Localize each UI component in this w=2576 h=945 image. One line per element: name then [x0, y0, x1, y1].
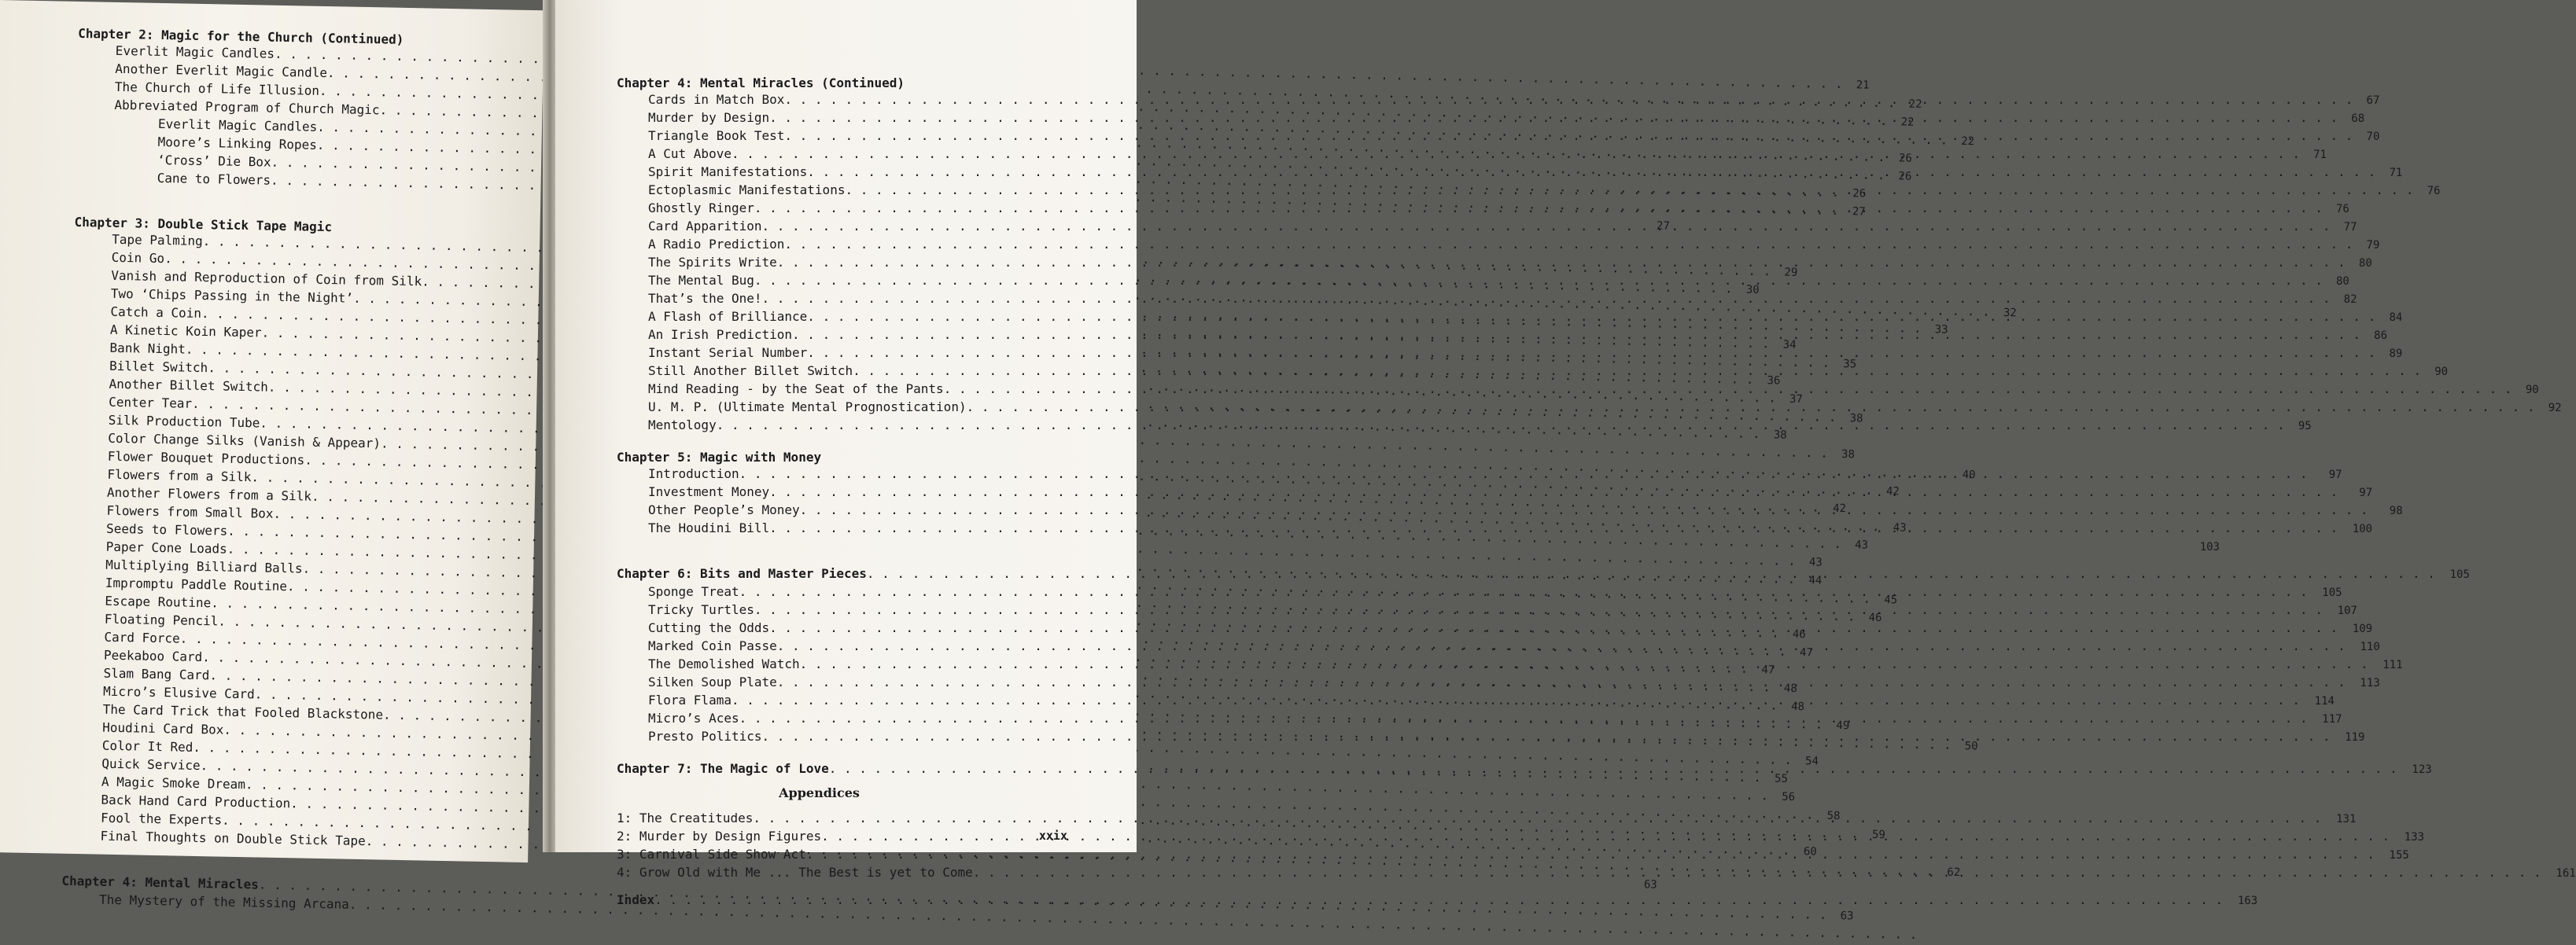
- page-number: 89: [2389, 347, 2403, 360]
- toc-entry: [617, 728, 2365, 746]
- page-number: 67: [2366, 94, 2380, 107]
- entry-title: The Spirits Write: [648, 255, 777, 270]
- page-number: 47: [1799, 646, 1814, 660]
- entry-title: Tricky Turtles: [648, 602, 754, 617]
- leader-dots: [739, 710, 2308, 727]
- entry-title: Instant Serial Number: [648, 345, 808, 360]
- entry-title: Murder by Design: [648, 110, 770, 125]
- page-number: 55: [1774, 772, 1789, 785]
- entry-title: Investment Money: [648, 484, 770, 499]
- page-number: 56: [1782, 790, 1796, 803]
- page-number: 43: [1808, 556, 1822, 569]
- page-number: 133: [2404, 831, 2425, 844]
- chapter-heading: Chapter 6: Bits and Master Pieces: [617, 566, 867, 581]
- leader-dots: [754, 601, 2323, 619]
- entry-title: Back Hand Card Production: [101, 792, 291, 811]
- entry-title: Another Flowers from a Silk: [106, 484, 312, 504]
- page-number: 123: [2412, 763, 2432, 776]
- entry-title: The Houdini Bill: [648, 520, 770, 535]
- page-number: 26: [1852, 187, 1867, 200]
- page-number: 92: [2548, 402, 2562, 414]
- entry-title: Ghostly Ringer: [648, 200, 754, 215]
- entry-title: Color Change Silks (Vanish & Appear): [108, 430, 381, 451]
- entry-title: Moore’s Linking Ropes: [157, 134, 318, 153]
- entry-title: A Kinetic Koin Kaper: [109, 322, 262, 340]
- leader-dots: [732, 692, 2300, 709]
- page-number: 71: [2389, 167, 2403, 179]
- entry-title: A Flash of Brilliance: [648, 309, 808, 324]
- entry-title: Marked Coin Passe: [648, 638, 777, 653]
- page-number: 21: [1856, 79, 1870, 92]
- leader-dots: [753, 810, 2321, 827]
- page-number: 32: [2003, 306, 2017, 320]
- page-number: 54: [1804, 755, 1819, 768]
- page-number: 38: [1773, 428, 1787, 442]
- page-number: 48: [1783, 682, 1797, 696]
- leader-dots: [807, 344, 2375, 362]
- entry-title: Multiplying Billiard Balls: [105, 557, 303, 576]
- entry-title: The Card Trick that Fooled Blackstone: [102, 701, 384, 723]
- page-number: 47: [1761, 664, 1775, 677]
- leader-dots: [784, 236, 2353, 253]
- page-number: 161: [2556, 867, 2576, 880]
- page-number: 107: [2337, 605, 2357, 617]
- leader-dots: [717, 417, 2285, 434]
- entry-title: Abbreviated Program of Church Magic: [114, 97, 380, 118]
- page-number: 38: [1849, 412, 1863, 425]
- leader-dots: [792, 326, 2360, 344]
- page-number: 26: [1898, 170, 1912, 183]
- entry-title: 3: Carnival Side Show Act: [617, 847, 806, 862]
- entry-title: Two ‘Chips Passing in the Night’: [110, 285, 354, 306]
- page-number: 117: [2322, 713, 2342, 726]
- page-number: 95: [2298, 420, 2312, 432]
- entry-title: Escape Routine: [105, 593, 212, 611]
- appendices-heading: Appendices: [779, 785, 860, 800]
- page-number: 110: [2360, 641, 2380, 653]
- page-number: 27: [1852, 205, 1866, 219]
- page-number: 76: [2336, 203, 2349, 215]
- leader-dots: [867, 565, 2435, 583]
- page-number: 58: [1826, 809, 1841, 823]
- leader-dots: [762, 728, 2331, 745]
- entry-title: Cards in Match Box: [648, 92, 785, 107]
- page-number: 62: [1947, 866, 1961, 880]
- entry-title: Cane to Flowers: [157, 170, 271, 188]
- leader-dots: [762, 290, 2331, 307]
- page-number: 80: [2358, 257, 2372, 270]
- entry-title: Seeds to Flowers: [105, 520, 228, 539]
- page-number: 35: [1843, 358, 1857, 371]
- entry-title: Tape Palming: [112, 231, 203, 249]
- page-number: 97: [2328, 469, 2342, 481]
- page-number: 82: [2343, 293, 2357, 306]
- page-number: 90: [2434, 366, 2449, 378]
- page-number: 46: [1792, 627, 1806, 642]
- page-number: 111: [2383, 659, 2403, 671]
- entry-title: Another Billet Switch: [109, 376, 269, 395]
- entry-title: Impromptu Paddle Routine: [105, 575, 288, 594]
- entry-title: The Demolished Watch: [648, 656, 800, 671]
- entry-title: Catch a Coin: [110, 303, 202, 321]
- leader-dots: [829, 760, 2397, 778]
- entry-title: Everlit Magic Candles: [157, 116, 318, 134]
- leader-dots: [769, 620, 2338, 637]
- leader-dots: [967, 399, 2535, 416]
- chapter-heading: Chapter 4: Mental Miracles: [61, 873, 260, 892]
- page-number: 77: [2343, 221, 2357, 233]
- entry-title: Bank Night: [109, 340, 186, 357]
- chapter-heading: Chapter 5: Magic with Money: [617, 450, 822, 465]
- entry-title: Cutting the Odds: [648, 620, 770, 635]
- entry-title: Billet Switch: [109, 358, 208, 376]
- chapter-heading: Chapter 7: The Magic of Love: [617, 761, 829, 776]
- entry-title: Coin Go: [111, 249, 165, 267]
- entry-title: A Magic Smoke Dream: [101, 774, 246, 792]
- chapter-heading: Chapter 4: Mental Miracles (Continued): [617, 75, 905, 90]
- page-number: 114: [2314, 695, 2335, 708]
- index-label: Index: [617, 892, 655, 907]
- leader-dots: [754, 200, 2323, 217]
- page-number: 40: [1962, 469, 1976, 482]
- page-number: 42: [1885, 485, 1900, 498]
- entry-title: Ectoplasmic Manifestations: [648, 182, 846, 197]
- entry-title: Silken Soup Plate: [648, 675, 777, 689]
- leader-dots: [800, 502, 2368, 519]
- entry-title: A Radio Prediction: [648, 237, 785, 252]
- entry-title: 1: The Creatitudes: [617, 811, 754, 825]
- leader-dots: [762, 218, 2331, 235]
- entry-title: Final Thoughts on Double Stick Tape: [100, 828, 366, 849]
- page-number: 71: [2313, 149, 2327, 161]
- leader-dots: [654, 892, 2223, 909]
- entry-title: 4: Grow Old with Me ... The Best is yet to Come: [617, 865, 973, 880]
- entry-title: Another Everlit Magic Candle: [115, 61, 328, 81]
- page-number: 97: [2359, 487, 2373, 499]
- page-number: 33: [1934, 323, 1948, 336]
- leader-dots: [800, 656, 2368, 673]
- page-number: 100: [2352, 523, 2373, 535]
- leader-dots: [845, 182, 2413, 199]
- leader-dots: [784, 91, 2353, 108]
- entry-title: Center Tear: [109, 394, 193, 411]
- page-number: 68: [2351, 112, 2365, 125]
- entry-title: Micro’s Elusive Card: [102, 683, 255, 702]
- page-number: 30: [1745, 283, 1760, 297]
- entry-title: Flowers from Small Box: [106, 502, 274, 521]
- entry-title: The Mental Bug: [648, 273, 754, 288]
- page-number: 131: [2336, 813, 2357, 825]
- leader-dots: [777, 638, 2346, 655]
- page-number: 36: [1767, 374, 1781, 388]
- entry-title: Vanish and Reproduction of Coin from Silk: [111, 267, 422, 289]
- entry-title: A Cut Above: [648, 146, 732, 161]
- leader-dots: [973, 864, 2541, 881]
- entry-title: Floating Pencil: [104, 611, 219, 629]
- entry-title: Mentology: [648, 417, 717, 432]
- entry-title: 2: Murder by Design Figures: [617, 829, 822, 844]
- leader-dots: [739, 583, 2308, 601]
- entry-title: Paper Cone Loads: [105, 539, 227, 557]
- entry-title: Quick Service: [101, 756, 201, 774]
- leader-dots: [944, 381, 2512, 398]
- entry-title: Mind Reading - by the Seat of the Pants: [648, 381, 944, 396]
- page-number: 34: [1782, 338, 1797, 351]
- page-number: 38: [1841, 448, 1856, 461]
- page-number: 80: [2336, 275, 2349, 288]
- entry-title: Presto Politics: [648, 729, 762, 744]
- page-number: 76: [2427, 185, 2441, 197]
- entry-title: Color It Red: [101, 737, 193, 755]
- page-number: 26: [1898, 152, 1913, 165]
- entry-title: Slam Bang Card: [103, 665, 210, 683]
- entry-title: An Irish Prediction: [648, 327, 793, 342]
- page-number: 42: [1833, 502, 1847, 516]
- page-number: 22: [1961, 134, 1975, 149]
- page-number: 43: [1855, 539, 1869, 552]
- leader-dots: [769, 484, 2338, 501]
- chapter-heading: Chapter 2: Magic for the Church (Continued): [78, 25, 404, 47]
- page-number: 44: [1808, 574, 1822, 587]
- page-number: 22: [1900, 116, 1914, 129]
- leader-dots: [777, 674, 2346, 691]
- leader-dots: [777, 254, 2346, 271]
- page-number: 86: [2374, 329, 2388, 342]
- entry-title: Spirit Manifestations: [648, 164, 808, 179]
- page-number: 103: [2199, 541, 2220, 553]
- leader-dots: [769, 520, 2338, 537]
- page-number: 59: [1871, 828, 1886, 842]
- leader-dots: [754, 272, 2323, 289]
- page-number: 22: [1908, 97, 1922, 111]
- entry-title: ‘Cross’ Die Box: [157, 152, 271, 170]
- entry-title: Everlit Magic Candles: [115, 42, 275, 61]
- entry-title: Houdini Card Box: [102, 719, 224, 737]
- entry-title: Micro’s Aces: [648, 711, 739, 726]
- page-number: 98: [2389, 505, 2403, 517]
- page-number: 43: [1892, 521, 1907, 535]
- entry-title: Flower Bouquet Productions: [107, 448, 305, 468]
- entry-title: Card Force: [104, 629, 180, 646]
- page-number: 109: [2352, 623, 2373, 635]
- leader-dots: [732, 145, 2300, 163]
- page-number: 27: [1656, 219, 1671, 233]
- leader-dots: [769, 109, 2338, 127]
- entry-title: That’s the One!: [648, 291, 762, 306]
- page-number: 48: [1791, 700, 1805, 714]
- page-number: 155: [2389, 849, 2409, 862]
- entry-title: Fool the Experts: [100, 810, 223, 828]
- entry-title: Introduction: [648, 466, 739, 481]
- page-number: 63: [1643, 878, 1657, 892]
- leader-dots: [739, 465, 2308, 483]
- page-number: 113: [2360, 677, 2380, 689]
- entry-title: Silk Production Tube: [108, 412, 260, 431]
- chapter-heading: Chapter 3: Double Stick Tape Magic: [74, 214, 333, 235]
- page-number: 105: [2449, 568, 2470, 581]
- page-number: 90: [2525, 384, 2539, 396]
- leader-dots: [807, 164, 2375, 181]
- entry-title: Still Another Billet Switch: [648, 363, 853, 378]
- entry-title: Flowers from a Silk: [107, 466, 252, 485]
- page-number: 163: [2237, 895, 2258, 907]
- toc-entry: [617, 254, 2372, 272]
- page-folio: xxix: [1038, 829, 1067, 843]
- entry-title: U. M. P. (Ultimate Mental Prognostication): [648, 399, 967, 414]
- leader-dots: [784, 127, 2353, 145]
- page-number: 60: [1803, 845, 1817, 859]
- leader-dots: [806, 846, 2375, 863]
- entry-title: Other People’s Money: [648, 502, 800, 517]
- entry-title: Sponge Treat: [648, 584, 739, 599]
- page-number: 119: [2345, 731, 2365, 744]
- page-number: 84: [2389, 311, 2403, 324]
- page-number: 37: [1789, 392, 1804, 406]
- page-number: 50: [1964, 740, 1978, 753]
- page-number: 46: [1868, 611, 1882, 625]
- toc-entry: [617, 236, 2380, 254]
- page-number: 63: [1840, 910, 1854, 923]
- entry-title: The Mystery of the Missing Arcana: [98, 892, 350, 912]
- page-number: 45: [1884, 594, 1898, 607]
- page-number: 70: [2366, 131, 2380, 143]
- entry-title: Triangle Book Test: [648, 128, 785, 143]
- entry-title: The Church of Life Illusion: [114, 79, 320, 98]
- entry-title: Peekaboo Card: [103, 647, 203, 665]
- entry-title: Card Apparition: [648, 219, 762, 233]
- leader-dots: [853, 362, 2421, 380]
- toc-index-row: [617, 892, 2258, 910]
- leader-dots: [807, 308, 2375, 325]
- page-number: 79: [2366, 239, 2380, 252]
- page-number: 49: [1836, 719, 1850, 733]
- page-number: 105: [2322, 586, 2342, 599]
- page-number: 29: [1784, 266, 1798, 279]
- entry-title: Flora Flama: [648, 693, 732, 708]
